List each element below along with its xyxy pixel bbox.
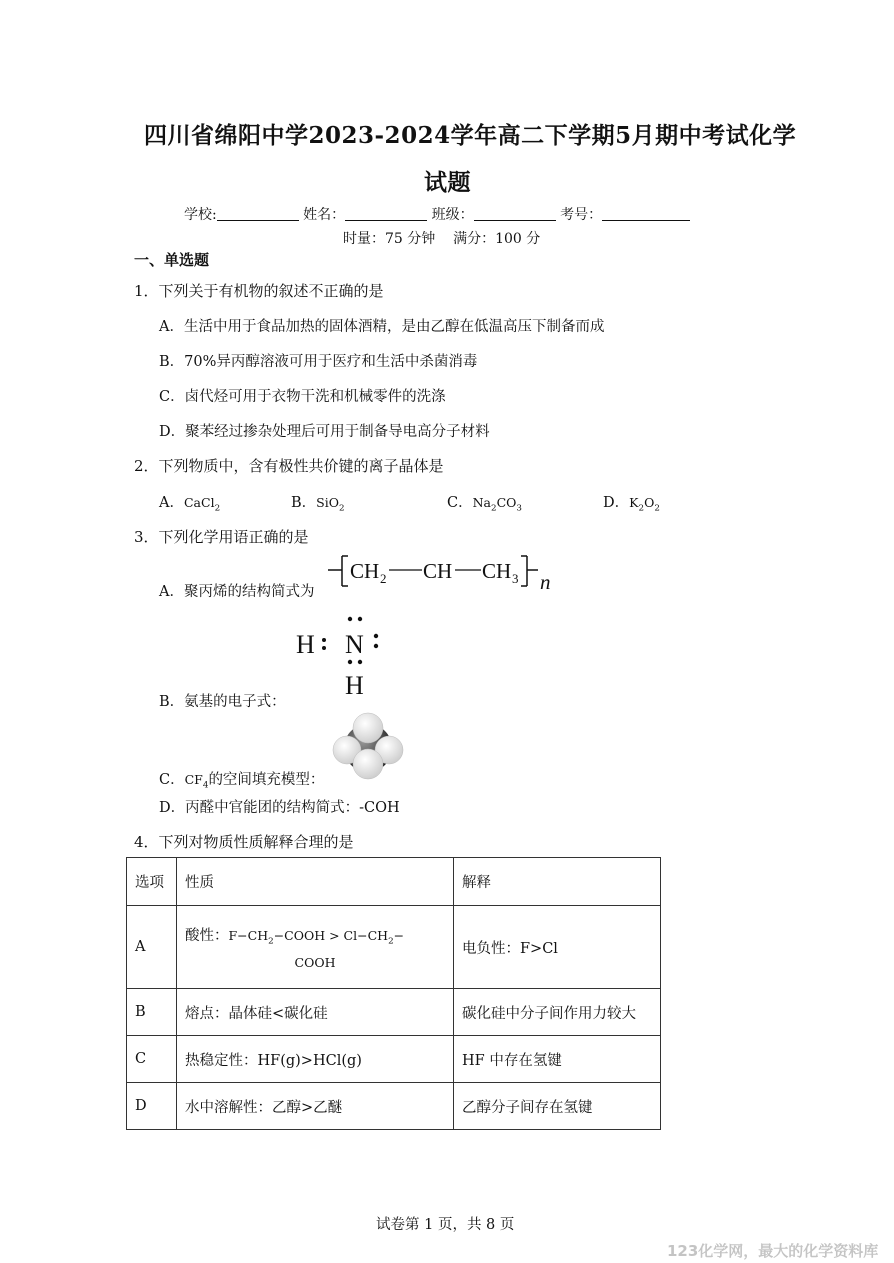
q3-option-a: A．聚丙烯的结构简式为	[159, 584, 315, 600]
row-explanation: 碳化硅中分子间作用力较大	[454, 989, 661, 1036]
table-row	[127, 906, 661, 989]
row-property: 热稳定性：HF(g)>HCl(g)	[177, 1036, 454, 1083]
svg-text:CH: CH	[423, 559, 453, 583]
header-property: 性质	[177, 858, 454, 906]
amino-electron-formula	[294, 612, 390, 700]
number-blank	[602, 206, 690, 221]
h-atom-bottom: H	[345, 671, 364, 700]
q1-option-d: D．聚苯经过掺杂处理后可用于制备导电高分子材料	[159, 424, 490, 440]
page-title-line2: 试题	[424, 169, 471, 196]
q4-table	[126, 857, 661, 1130]
name-label: 姓名：	[303, 207, 346, 223]
q3-option-d: D．丙醛中官能团的结构简式：-COH	[159, 800, 400, 816]
q2-stem: 2．下列物质中，含有极性共价键的离子晶体是	[134, 457, 444, 475]
svg-text:CH: CH	[482, 559, 512, 583]
school-label: 学校:	[184, 207, 217, 223]
page-title: 四川省绵阳中学2023-2024学年高二下学期5月期中考试化学	[144, 122, 797, 149]
cf4-space-filling-model	[330, 712, 406, 780]
header-option: 选项	[127, 858, 177, 906]
student-info-line	[184, 204, 690, 224]
row-option: A	[127, 906, 177, 989]
table-row	[127, 1083, 661, 1130]
row-option: D	[127, 1083, 177, 1130]
row-property: 酸性：$F-CH_2-COOH > Cl-CH_2-$ COOH	[177, 906, 454, 989]
svg-text:CH: CH	[350, 559, 380, 583]
number-label: 考号：	[560, 207, 603, 223]
header-explanation: 解释	[454, 858, 661, 906]
q3-stem: 3．下列化学用语正确的是	[134, 528, 309, 546]
name-blank	[345, 206, 427, 221]
section-heading: 一、单选题	[134, 251, 210, 269]
svg-text:2: 2	[380, 571, 387, 586]
h-atom-left: H	[296, 630, 315, 659]
q2-option-b: B．SiO$_2$	[291, 495, 345, 514]
q2-option-d: D．$K_2O_2$	[603, 495, 660, 514]
svg-text:3: 3	[512, 571, 519, 586]
watermark: 123化学网，最大的化学资料库	[667, 1242, 879, 1260]
q4-stem: 4．下列对物质性质解释合理的是	[134, 833, 354, 851]
polypropylene-formula	[328, 552, 560, 594]
q1-stem: 1．下列关于有机物的叙述不正确的是	[134, 282, 384, 300]
class-blank	[474, 206, 556, 221]
row-explanation: 乙醇分子间存在氢键	[454, 1083, 661, 1130]
q1-option-b: B．70%异丙醇溶液可用于医疗和生活中杀菌消毒	[159, 354, 478, 370]
row-property: 熔点：晶体硅<碳化硅	[177, 989, 454, 1036]
time-score-line: 时量：75 分钟 满分：100 分	[343, 231, 541, 247]
q1-option-c: C．卤代烃可用于衣物干洗和机械零件的洗涤	[159, 389, 446, 405]
q2-option-c: C．$Na_2CO_3$	[447, 495, 522, 514]
class-label: 班级：	[431, 207, 474, 223]
page-footer: 试卷第 1 页，共 8 页	[376, 1217, 515, 1233]
n-atom: N	[345, 630, 364, 659]
repeat-unit-n: n	[540, 570, 551, 594]
row-explanation: 电负性：F>Cl	[454, 906, 661, 989]
table-header-row	[127, 858, 661, 906]
table-row	[127, 989, 661, 1036]
q2-option-a: A．CaCl$_2$	[159, 495, 221, 514]
q3-option-b: B．氨基的电子式：	[159, 694, 286, 710]
table-row	[127, 1036, 661, 1083]
row-option: B	[127, 989, 177, 1036]
row-property: 水中溶解性：乙醇>乙醚	[177, 1083, 454, 1130]
row-explanation: HF 中存在氢键	[454, 1036, 661, 1083]
school-blank	[217, 206, 299, 221]
q3-option-c: C．$CF_4$的空间填充模型：	[159, 772, 325, 791]
q1-option-a: A．生活中用于食品加热的固体酒精，是由乙醇在低温高压下制备而成	[159, 319, 605, 335]
row-option: C	[127, 1036, 177, 1083]
